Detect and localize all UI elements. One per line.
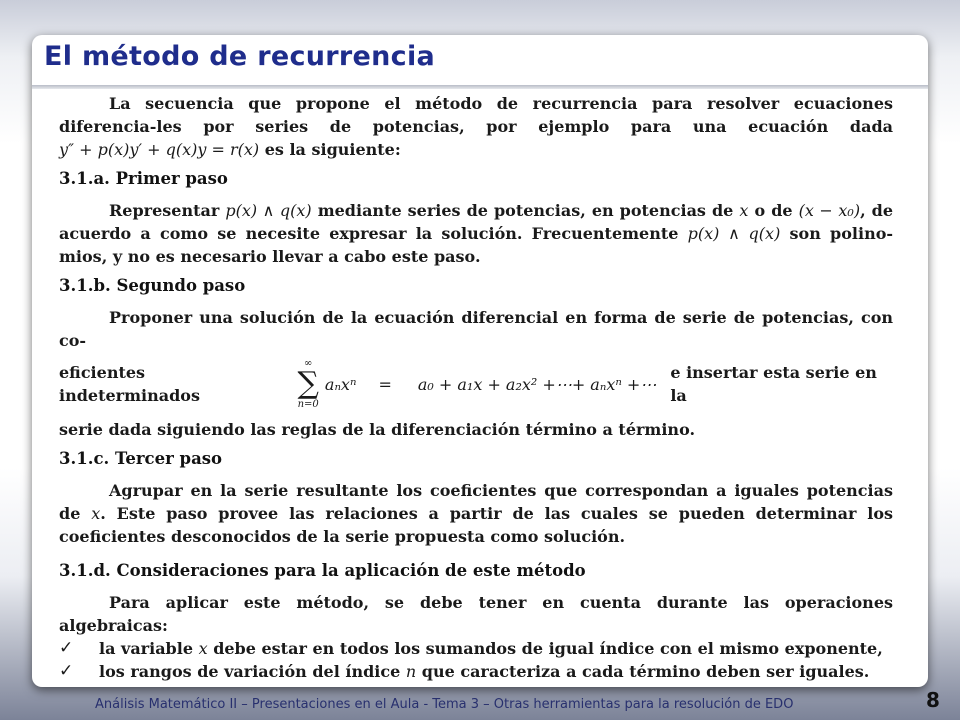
step2-text-1: eficientes indeterminados xyxy=(59,363,200,405)
intro-text-end: es la siguiente: xyxy=(264,140,401,159)
step1-text-4: , de acuerdo a como se necesite expresar la solución. Frecuentemente xyxy=(59,201,894,243)
sum-lower-limit: n=0 xyxy=(297,399,319,410)
consideration-list xyxy=(59,637,893,683)
sum-term: aₙxⁿ xyxy=(324,374,357,394)
step1-text-1: Representar xyxy=(109,201,220,220)
step3-text-1: Agrupar en la serie resultante los coeficientes que correspondan a iguales potencias de xyxy=(59,481,893,523)
step3-paragraph xyxy=(59,479,893,548)
page-number: 8 xyxy=(926,688,940,712)
step1-text-3: o de xyxy=(754,201,793,220)
step1-math-2: x xyxy=(739,201,749,220)
series-line xyxy=(59,356,893,412)
series-expansion: a₀ + a₁x + a₂x² +⋯+ aₙxⁿ +⋯ xyxy=(417,374,657,394)
step4-heading: 3.1.d. Consideraciones para la aplicación de este método xyxy=(59,561,586,580)
step2-paragraph-2: serie dada siguiendo las reglas de la diferenciación término a término. xyxy=(59,420,696,439)
summation xyxy=(297,358,318,410)
step3-math-1: x xyxy=(91,504,101,523)
step3-text-2: . Este paso provee las relaciones a partir de las cuales se pueden determinar los coeficientes desconocidos de la serie propuesta como solución. xyxy=(59,504,893,546)
step1-text-2: mediante series de potencias, en potencias de xyxy=(317,201,734,220)
intro-equation: y″ + p(x)y′ + q(x)y = r(x) xyxy=(59,140,260,159)
step2-text-2: e insertar esta serie en la xyxy=(670,363,877,405)
title-divider xyxy=(32,85,928,89)
list-item: ✓ la variable x debe estar en todos los sumandos de igual índice con el mismo exponente, xyxy=(59,638,883,658)
intro-text: La secuencia que propone el método de recurrencia para resolver ecuaciones diferencia-les por series de potencias, por ejemplo para una ecuación dada xyxy=(59,94,893,136)
step1-text-5: son polino-mios, y no es necesario llevar a cabo este paso. xyxy=(59,224,894,266)
list-math: n xyxy=(405,662,417,681)
list-math: x xyxy=(198,639,208,658)
step1-math-3: (x − x₀) xyxy=(798,201,861,220)
sum-upper-limit: ∞ xyxy=(304,358,313,369)
list-item: ✓ los rangos de variación del índice n que caracteriza a cada término deben ser iguales. xyxy=(59,661,870,681)
step3-heading: 3.1.c. Tercer paso xyxy=(59,449,223,468)
step1-heading: 3.1.a. Primer paso xyxy=(59,169,228,188)
checkmark-icon: ✓ xyxy=(59,638,74,658)
step2-paragraph-1: Proponer una solución de la ecuación diferencial en forma de serie de potencias, con co- xyxy=(59,308,893,350)
step1-math-1: p(x) ∧ q(x) xyxy=(225,201,312,220)
step1-math-4: p(x) ∧ q(x) xyxy=(687,224,781,243)
step1-paragraph xyxy=(59,199,893,268)
slide-card xyxy=(32,35,928,687)
step2-heading: 3.1.b. Segundo paso xyxy=(59,276,246,295)
slide-footer: Análisis Matemático II – Presentaciones en el Aula - Tema 3 – Otras herramientas para la resolución de EDO xyxy=(95,697,794,712)
checkmark-icon: ✓ xyxy=(59,661,74,681)
slide-title: El método de recurrencia xyxy=(44,41,436,72)
step4-paragraph: Para aplicar este método, se debe tener en cuenta durante las operaciones algebraicas: xyxy=(59,593,893,635)
intro-paragraph xyxy=(59,92,893,161)
title-bar xyxy=(32,35,928,87)
slide-content xyxy=(59,92,893,683)
equals-sign: = xyxy=(378,374,392,394)
sigma-icon: ∑ xyxy=(297,366,319,401)
